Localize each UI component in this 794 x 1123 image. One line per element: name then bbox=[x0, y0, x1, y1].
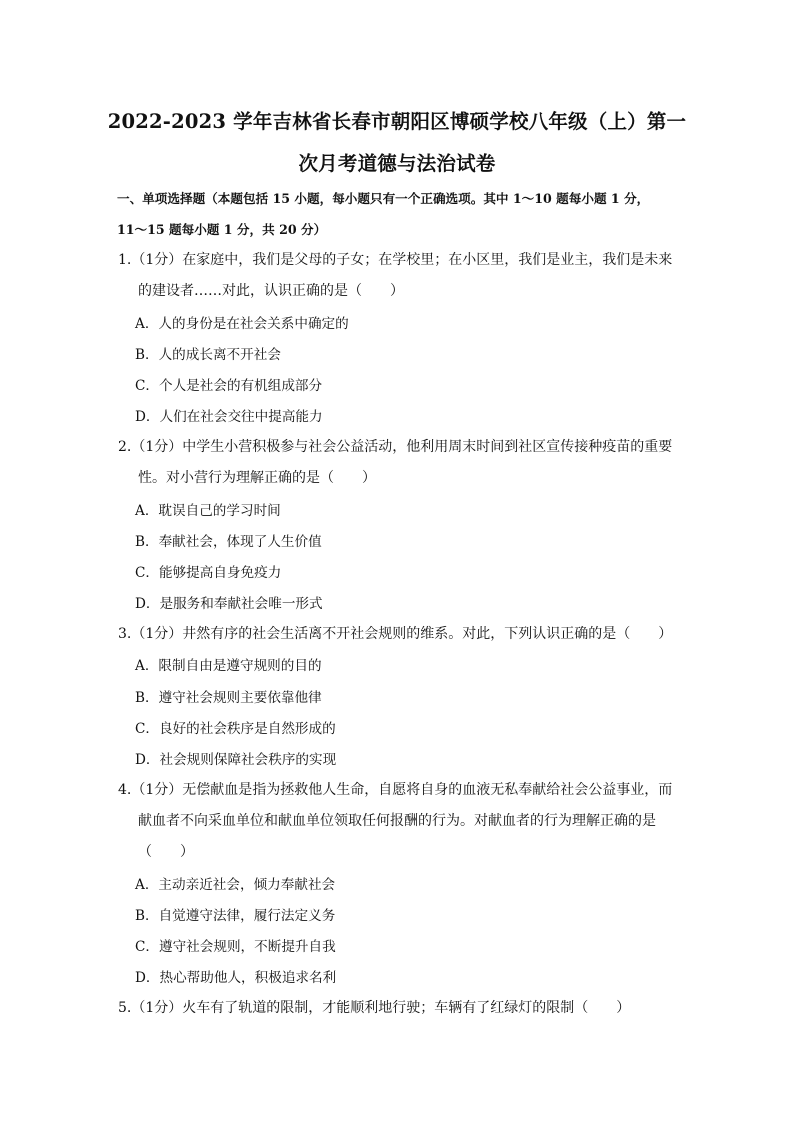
question-3-option-d: D．社会规则保障社会秩序的实现 bbox=[135, 752, 337, 768]
question-3-option-b: B．遵守社会规则主要依靠他律 bbox=[135, 690, 322, 706]
question-2-option-b: B．奉献社会，体现了人生价值 bbox=[135, 534, 322, 550]
question-1-option-b: B．人的成长离不开社会 bbox=[135, 347, 281, 363]
question-3-stem-line-1: 3.（1分）井然有序的社会生活离不开社会规则的维系。对此，下列认识正确的是（ ） bbox=[118, 626, 673, 642]
question-2-option-c: C．能够提高自身免疫力 bbox=[135, 565, 282, 581]
question-5-stem-line-1: 5.（1分）火车有了轨道的限制，才能顺利地行驶；车辆有了红绿灯的限制（ ） bbox=[118, 1000, 631, 1016]
question-1-option-c: C．个人是社会的有机组成部分 bbox=[135, 378, 323, 394]
question-2-option-d: D．是服务和奉献社会唯一形式 bbox=[135, 596, 323, 612]
question-1-stem-line-1: 1.（1分）在家庭中，我们是父母的子女；在学校里；在小区里，我们是业主，我们是未来 bbox=[118, 252, 673, 268]
exam-title-line-2: 次月考道德与法治试卷 bbox=[298, 152, 496, 175]
question-1-option-a: A．人的身份是在社会关系中确定的 bbox=[135, 316, 349, 332]
question-4-option-b: B．自觉遵守法律，履行法定义务 bbox=[135, 908, 336, 924]
exam-title-line-1: 2022-2023 学年吉林省长春市朝阳区博硕学校八年级（上）第一 bbox=[107, 110, 687, 133]
section-heading bbox=[117, 183, 677, 245]
question-2-stem-line-2: 性。对小营行为理解正确的是（ ） bbox=[138, 470, 376, 486]
question-4-option-a: A．主动亲近社会，倾力奉献社会 bbox=[135, 877, 336, 893]
question-3-option-c: C．良好的社会秩序是自然形成的 bbox=[135, 721, 336, 737]
question-3-option-a: A．限制自由是遵守规则的目的 bbox=[135, 658, 322, 674]
question-1-stem-line-2: 的建设者……对此，认识正确的是（ ） bbox=[138, 283, 404, 299]
section-heading-line-2: 11～15 题每小题 1 分，共 20 分） bbox=[117, 222, 327, 237]
question-4-option-c: C．遵守社会规则，不断提升自我 bbox=[135, 939, 336, 955]
question-1-option-d: D．人们在社会交往中提高能力 bbox=[135, 409, 323, 425]
question-2-stem-line-1: 2.（1分）中学生小营积极参与社会公益活动，他利用周末时间到社区宣传接种疫苗的重要 bbox=[118, 439, 673, 455]
question-4-stem-line-3: （ ） bbox=[138, 844, 194, 860]
question-4-stem-line-1: 4.（1分）无偿献血是指为拯救他人生命，自愿将自身的血液无私奉献给社会公益事业，而 bbox=[118, 782, 673, 798]
question-4-stem-line-2: 献血者不向采血单位和献血单位领取任何报酬的行为。对献血者的行为理解正确的是 bbox=[138, 813, 656, 829]
section-heading-line-1: 一、单项选择题（本题包括 15 小题，每小题只有一个正确选项。其中 1～10 题每小题 1 分， bbox=[117, 191, 650, 206]
question-2-option-a: A．耽误自己的学习时间 bbox=[135, 503, 281, 519]
question-4-option-d: D．热心帮助他人，积极追求名利 bbox=[135, 970, 337, 986]
